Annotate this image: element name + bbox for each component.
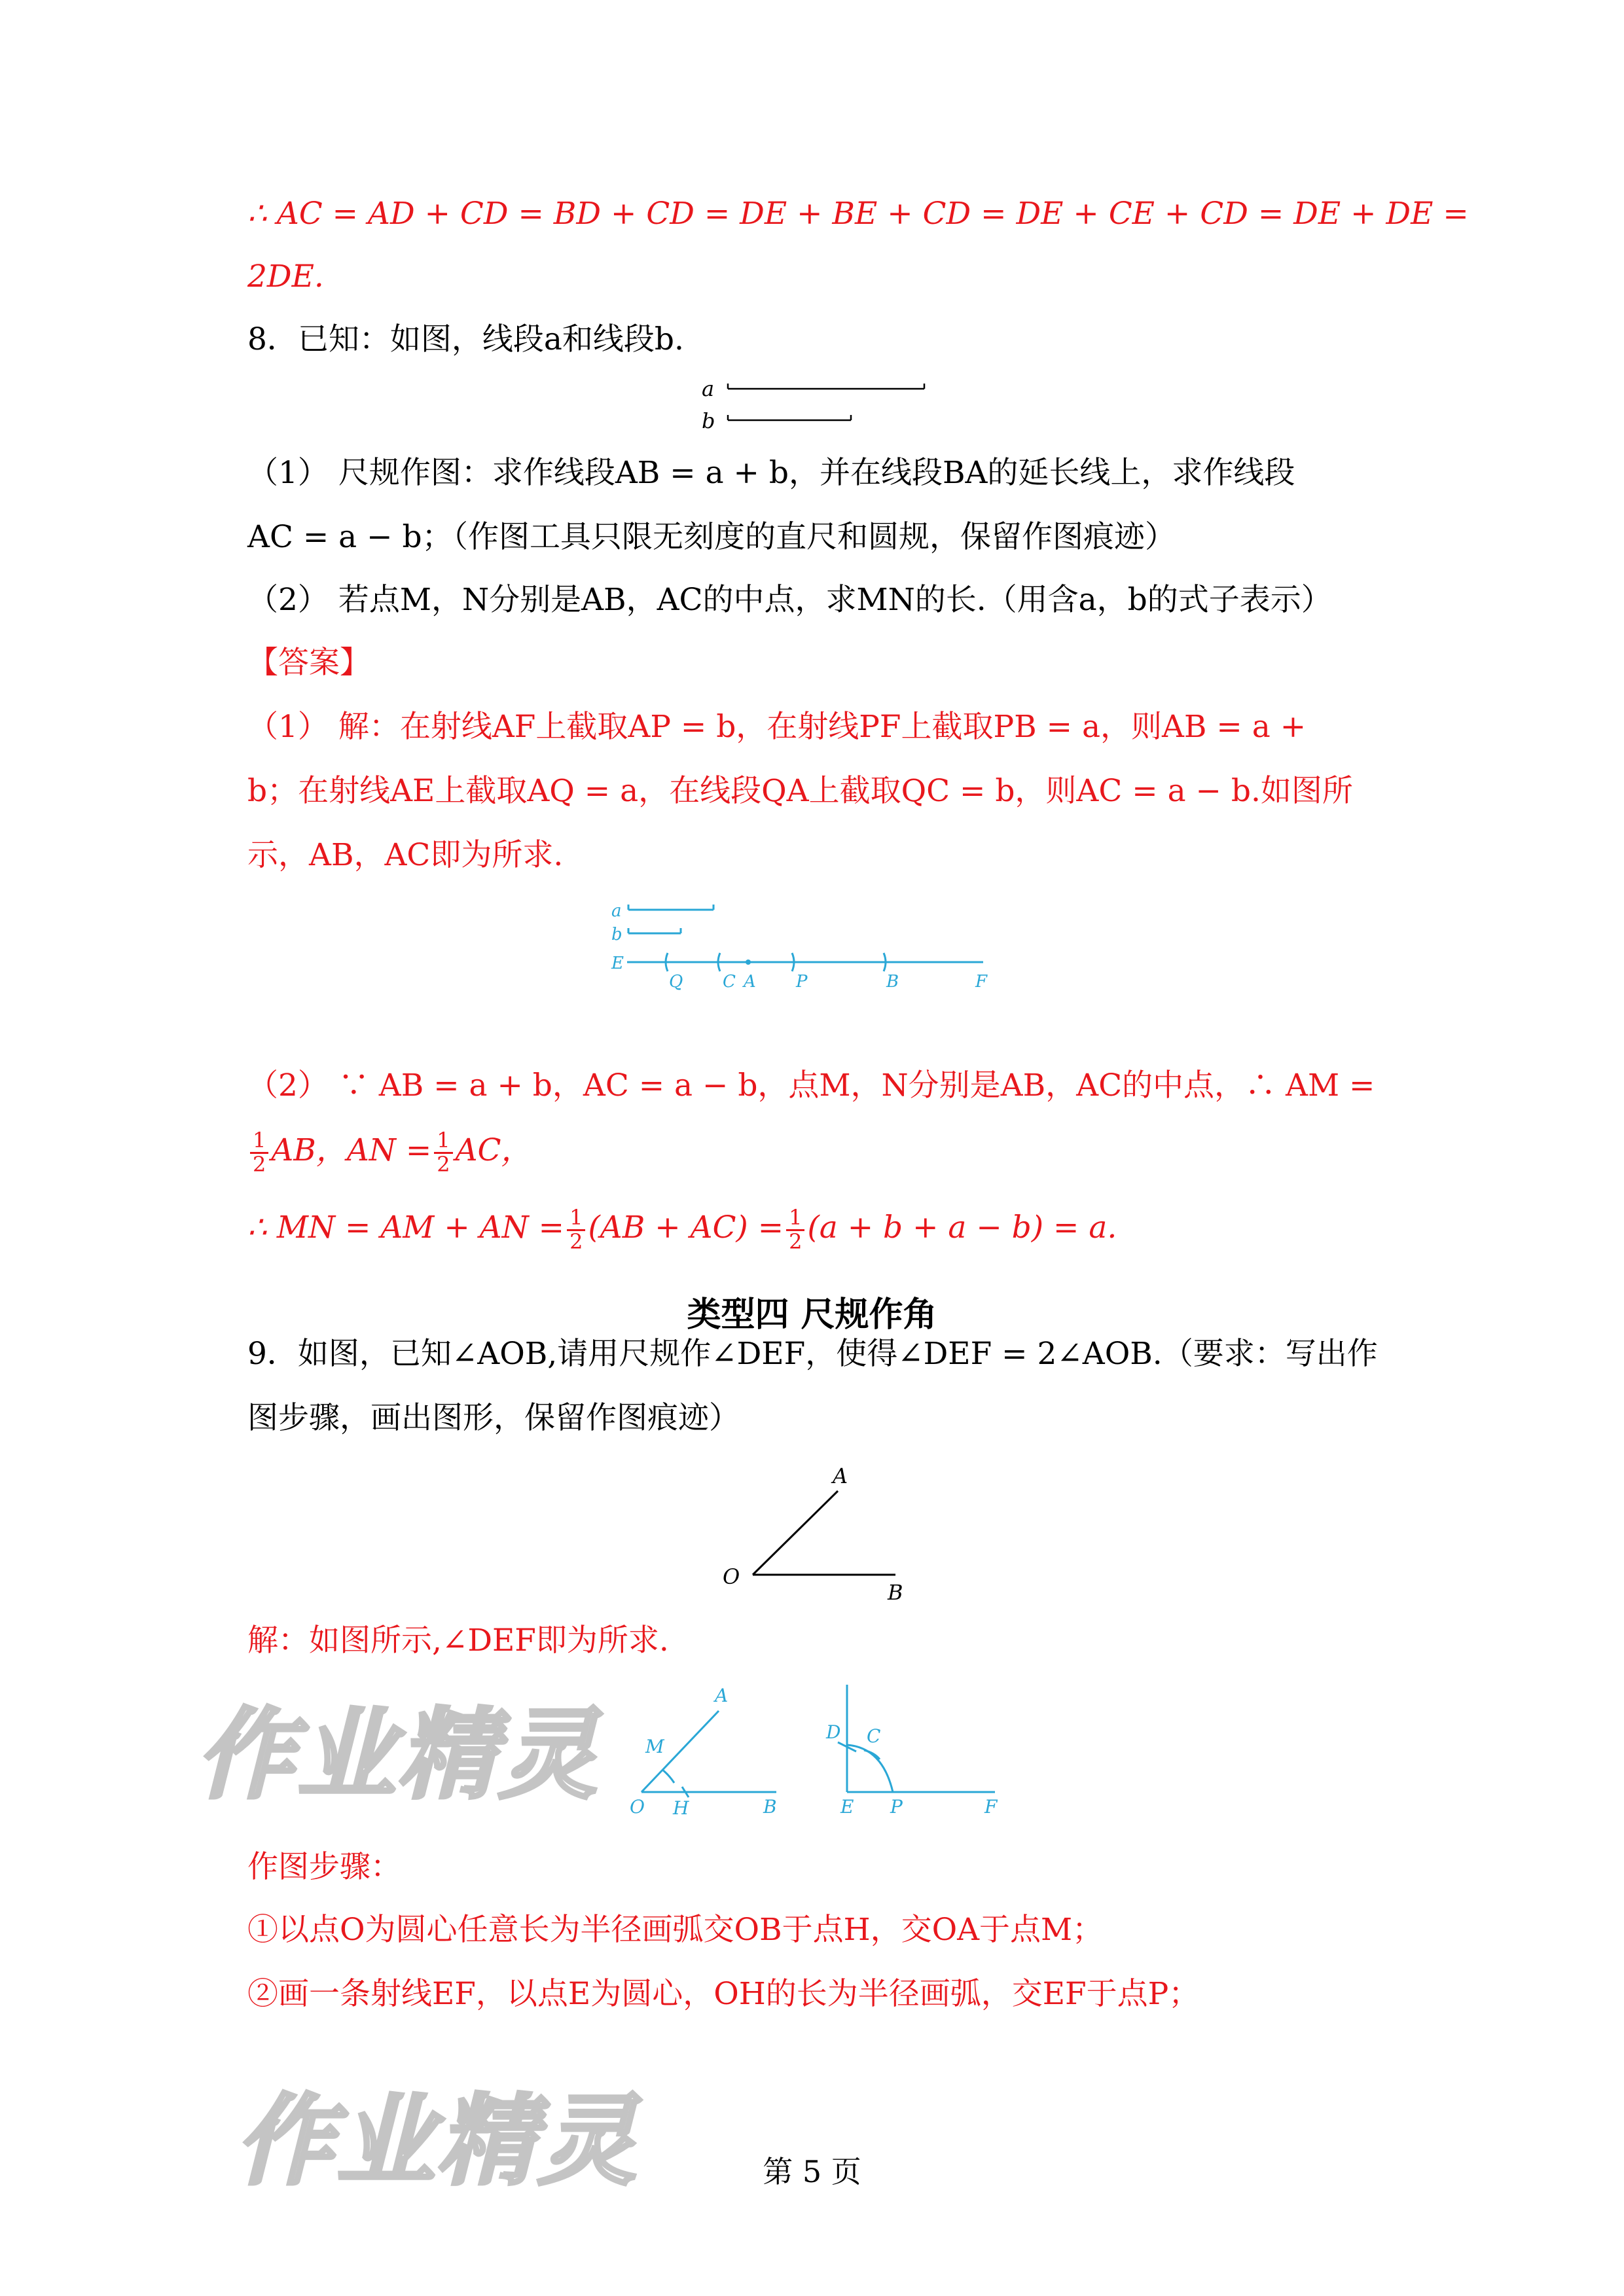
fig4-label-B: B [763,1796,777,1818]
steps-title: 作图步骤： [247,1849,401,1885]
equation-line-1: ∴ AC = AD + CD = BD + CD = DE + BE + CD = DE + CE + CD = DE + DE = [247,196,1469,232]
figure-construction-segments [609,898,988,990]
step-1: ①以点O为圆心任意长为半径画弧交OB于点H，交OA于点M； [247,1912,1104,1948]
fig2-label-B: B [886,972,899,992]
question-8-part2: （2） 若点M，N分别是AB，AC的中点，求MN的长.（用含a，b的式子表示） [247,582,1332,618]
watermark-top: 作业精灵 [196,1698,600,1812]
fraction-half: $\frac{1}{2}$ [567,1207,585,1253]
fig2-label-b: b [611,925,623,944]
fig3-label-B: B [888,1580,903,1605]
figure-angle-construction-left [626,1685,789,1819]
equation-line-2: 2DE. [247,259,324,295]
fig4-label-M: M [645,1736,664,1757]
fig2-label-F: F [975,972,988,992]
question-9-b: 图步骤，画出图形，保留作图痕迹） [247,1400,740,1436]
section-heading: 类型四 尺规作角 [687,1295,937,1335]
question-8-part1-a: （1） 尺规作图：求作线段AB = a + b，并在线段BA的延长线上，求作线段 [247,455,1295,491]
fig5-label-F: F [984,1796,998,1818]
fig3-label-O: O [723,1564,740,1589]
answer-2-c: ∴ MN = AM + AN = $\frac{1}{2}$ (AB + AC) = $\frac{1}{2}$ (a + b + a − b) = a. [247,1204,1117,1254]
fig5-label-C: C [867,1725,881,1747]
question-8: 8．已知：如图，线段a和线段b. [247,321,684,357]
fig2-label-P: P [796,972,808,992]
fig2-label-C: C [723,972,736,992]
fig4-label-A: A [715,1685,729,1706]
fraction-half: $\frac{1}{2}$ [434,1130,452,1175]
answer-tag: 【答案】 [247,645,370,681]
fig4-label-H: H [673,1797,689,1819]
fig5-label-E: E [840,1796,854,1818]
answer-2-b: $\frac{1}{2}$ AB，AN = $\frac{1}{2}$ AC， [247,1123,532,1179]
fraction-half: $\frac{1}{2}$ [250,1130,268,1175]
step-2: ②画一条射线EF，以点E为圆心，OH的长为半径画弧，交EF于点P； [247,1976,1200,2012]
fig3-label-A: A [833,1463,848,1488]
answer-1-c: 示，AB，AC即为所求. [247,837,564,873]
solution-9: 解：如图所示,∠DEF即为所求. [247,1623,669,1659]
fig2-label-E: E [611,954,624,973]
answer-1-a: （1） 解：在射线AF上截取AP = b，在射线PF上截取PB = a，则AB = a + [247,709,1307,745]
question-9-a: 9．如图，已知∠AOB,请用尺规作∠DEF，使得∠DEF = 2∠AOB.（要求：写出作 [247,1336,1378,1372]
fig1-label-a: a [702,376,715,401]
watermark-bottom: 作业精灵 [236,2085,640,2198]
answer-2-a: （2） ∵ AB = a + b，AC = a − b，点M，N分别是AB，AC的中点，∴ AM = [247,1067,1375,1103]
figure-angle-aob [720,1454,929,1605]
answer-1-b: b；在射线AE上截取AQ = a，在线段QA上截取QC = b，则AC = a − b.如图所 [247,773,1353,809]
fraction-half: $\frac{1}{2}$ [786,1207,804,1253]
fig1-label-b: b [702,408,715,433]
question-8-part1-b: AC = a − b；（作图工具只限无刻度的直尺和圆规，保留作图痕迹） [247,519,1176,555]
fig2-label-Q: Q [669,972,683,992]
fig2-label-A: A [744,972,756,992]
figure-segments-ab [700,374,936,437]
page-number: 第 5 页 [763,2154,861,2189]
fig4-label-O: O [630,1796,645,1818]
figure-angle-construction-right [812,1679,1008,1817]
fig5-label-D: D [826,1721,841,1743]
fig2-label-a: a [611,901,622,921]
fig5-label-P: P [890,1796,903,1818]
